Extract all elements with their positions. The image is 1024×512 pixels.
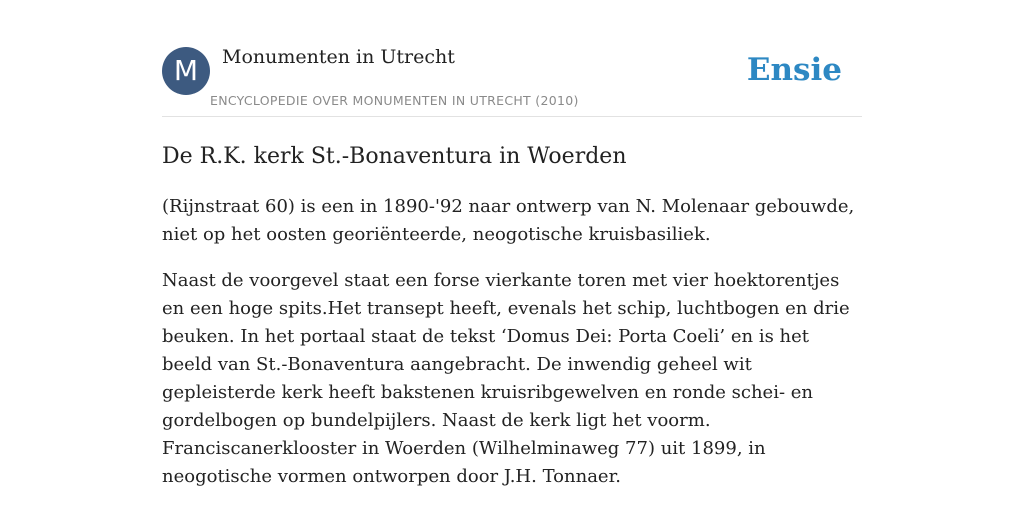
article-paragraph-1: (Rijnstraat 60) is een in 1890-'92 naar ontwerp van N. Molenaar gebouwde, niet op het oosten georiënteerde, neogotische kruisbasiliek. bbox=[162, 196, 855, 245]
ensie-logo-link[interactable]: Ensie bbox=[746, 52, 842, 88]
article-paragraph-2: Naast de voorgevel staat een forse vierkante toren met vier hoektorentjes en een hoge spits.Het transept heeft, evenals het schip, luchtbogen en drie beuken. In het portaal staat de tekst ‘Domus Dei: Porta Coeli’ en is het beeld van St.-Bonaventura aangebracht. De inwendig geheel wit gepleisterde kerk heeft bakstenen kruisribgewelven en ronde schei- en gordelbogen op bundelpijlers. Naast de kerk ligt het voorm. Franciscanerklooster in Woerden (Wilhelminaweg 77) uit 1899, in neogotische vormen ontworpen door J.H. Tonnaer. bbox=[162, 270, 850, 487]
source-avatar[interactable]: M bbox=[162, 47, 210, 95]
page-container bbox=[162, 0, 862, 491]
source-subtitle: ENCYCLOPEDIE OVER MONUMENTEN IN UTRECHT (2010) bbox=[210, 93, 579, 108]
source-title-link[interactable]: Monumenten in Utrecht bbox=[222, 46, 455, 68]
source-header bbox=[162, 0, 862, 117]
article-title: De R.K. kerk St.-Bonaventura in Woerden bbox=[162, 144, 627, 169]
